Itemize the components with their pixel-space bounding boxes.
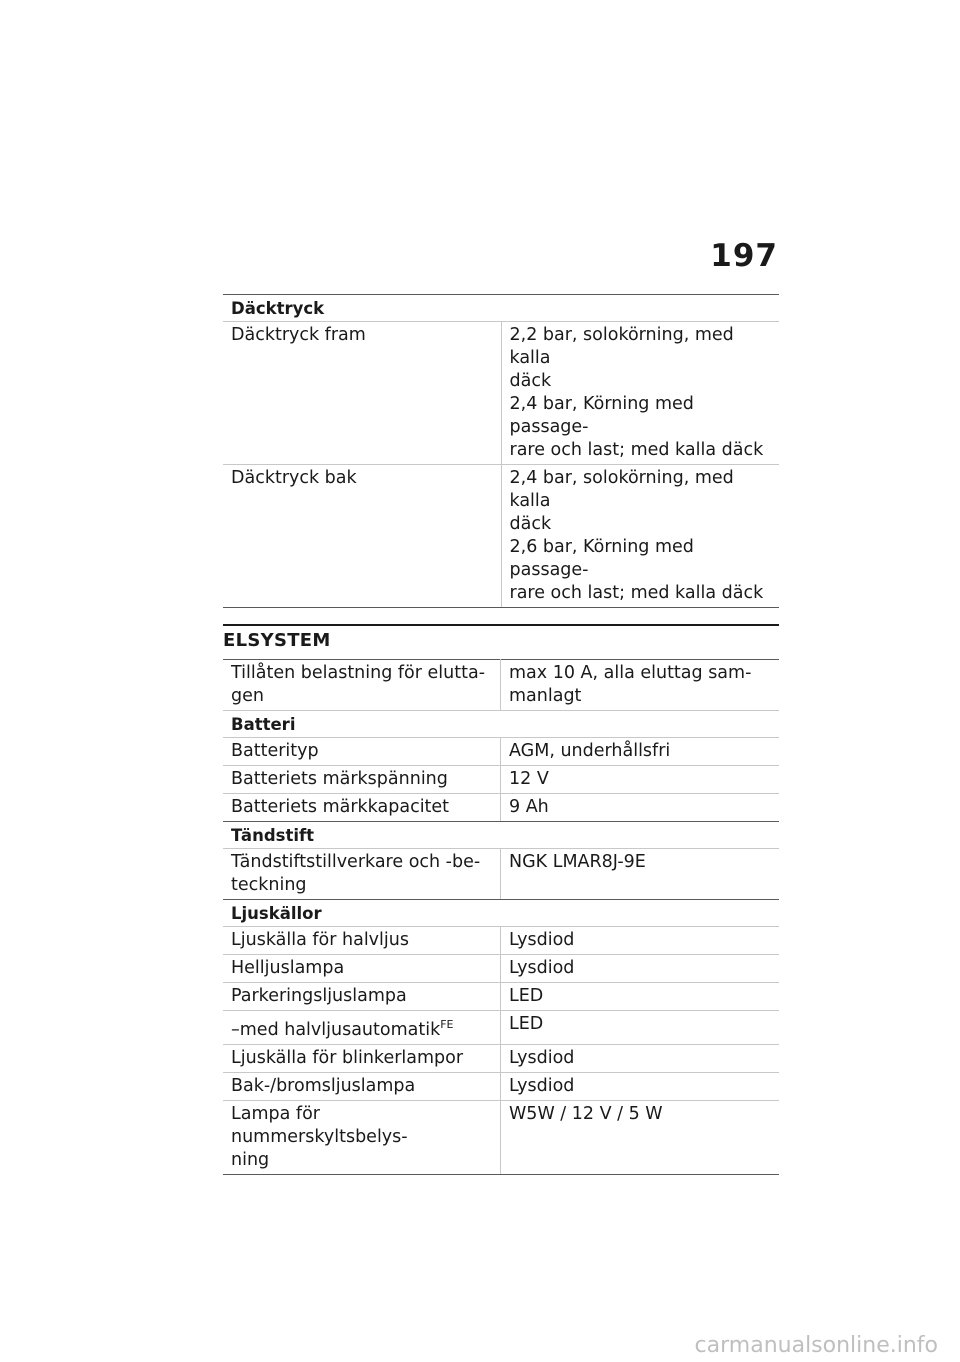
label-line: ning — [231, 1150, 270, 1170]
label-line: Tillåten belastning för elutta- — [231, 663, 486, 683]
table-row — [223, 794, 779, 822]
battery-heading-row — [223, 711, 779, 738]
spark-plug-value: NGK LMAR8J-9E — [501, 849, 780, 900]
turn-signal-value: Lysdiod — [501, 1045, 780, 1073]
tail-brake-light-value: Lysdiod — [501, 1073, 780, 1101]
table-row — [223, 955, 779, 983]
parking-light-value: LED — [501, 983, 780, 1011]
section-title-elsystem: ELSYSTEM — [223, 624, 779, 659]
value-line: 2,6 bar, Körning med passage- — [509, 537, 694, 580]
table-row — [223, 1011, 779, 1045]
auto-low-beam-label — [223, 1011, 501, 1045]
table-row — [223, 465, 779, 608]
value-line: rare och last; med kalla däck — [509, 583, 764, 603]
spark-plug-heading-row — [223, 822, 779, 849]
value-line: däck — [509, 371, 552, 391]
table-row — [223, 766, 779, 794]
parking-light-label: Parkeringsljuslampa — [223, 983, 501, 1011]
table-row — [223, 738, 779, 766]
value-line: rare och last; med kalla däck — [509, 440, 764, 460]
battery-type-label: Batterityp — [223, 738, 501, 766]
low-beam-label: Ljuskälla för halvljus — [223, 927, 501, 955]
high-beam-value: Lysdiod — [501, 955, 780, 983]
battery-type-value: AGM, underhållsfri — [501, 738, 780, 766]
table-row — [223, 983, 779, 1011]
label-line: Däcktryck fram — [231, 325, 366, 345]
table-row — [223, 660, 779, 711]
label-line: teckning — [231, 875, 307, 895]
tail-brake-light-label: Bak-/bromsljuslampa — [223, 1073, 501, 1101]
tire-pressure-heading: Däcktryck — [223, 295, 779, 322]
watermark-text: carmanualsonline.info — [694, 1333, 938, 1358]
front-tire-value — [501, 322, 779, 465]
tire-pressure-table — [223, 294, 779, 608]
label-line: Däcktryck bak — [231, 468, 357, 488]
value-line: 2,4 bar, solokörning, med kalla — [509, 468, 734, 511]
rear-tire-value — [501, 465, 779, 608]
option-marker: FE — [440, 1018, 454, 1031]
label-line: gen — [231, 686, 264, 706]
outlet-load-label — [223, 660, 501, 711]
table-row — [223, 322, 779, 465]
auto-low-beam-value: LED — [501, 1011, 780, 1045]
label-line: Lampa för nummerskyltsbelys- — [231, 1104, 408, 1147]
battery-voltage-value: 12 V — [501, 766, 780, 794]
table-row — [223, 927, 779, 955]
battery-heading: Batteri — [223, 711, 779, 738]
spark-plug-heading: Tändstift — [223, 822, 779, 849]
value-line: 2,4 bar, Körning med passage- — [509, 394, 694, 437]
value-line: max 10 A, alla eluttag sam- — [509, 663, 752, 683]
license-plate-light-value: W5W / 12 V / 5 W — [501, 1101, 780, 1175]
table-row — [223, 849, 779, 900]
tire-pressure-heading-row — [223, 295, 779, 322]
outlet-load-value — [501, 660, 780, 711]
document-content — [223, 294, 779, 1175]
low-beam-value: Lysdiod — [501, 927, 780, 955]
table-row — [223, 1101, 779, 1175]
license-plate-light-label — [223, 1101, 501, 1175]
turn-signal-label: Ljuskälla för blinkerlampor — [223, 1045, 501, 1073]
front-tire-label — [223, 322, 501, 465]
value-line: 2,2 bar, solokörning, med kalla — [509, 325, 734, 368]
high-beam-label: Helljuslampa — [223, 955, 501, 983]
elsystem-table — [223, 659, 779, 1175]
table-row — [223, 1073, 779, 1101]
battery-capacity-label: Batteriets märkkapacitet — [223, 794, 501, 822]
rear-tire-label — [223, 465, 501, 608]
lights-heading: Ljuskällor — [223, 900, 779, 927]
spark-plug-label — [223, 849, 501, 900]
page-number: 197 — [710, 238, 778, 274]
auto-low-beam-text: –med halvljusautomatik — [231, 1020, 441, 1040]
value-line: däck — [509, 514, 552, 534]
battery-voltage-label: Batteriets märkspänning — [223, 766, 501, 794]
label-line: Tändstiftstillverkare och -be- — [231, 852, 481, 872]
value-line: manlagt — [509, 686, 582, 706]
table-row — [223, 1045, 779, 1073]
lights-heading-row — [223, 900, 779, 927]
battery-capacity-value: 9 Ah — [501, 794, 780, 822]
